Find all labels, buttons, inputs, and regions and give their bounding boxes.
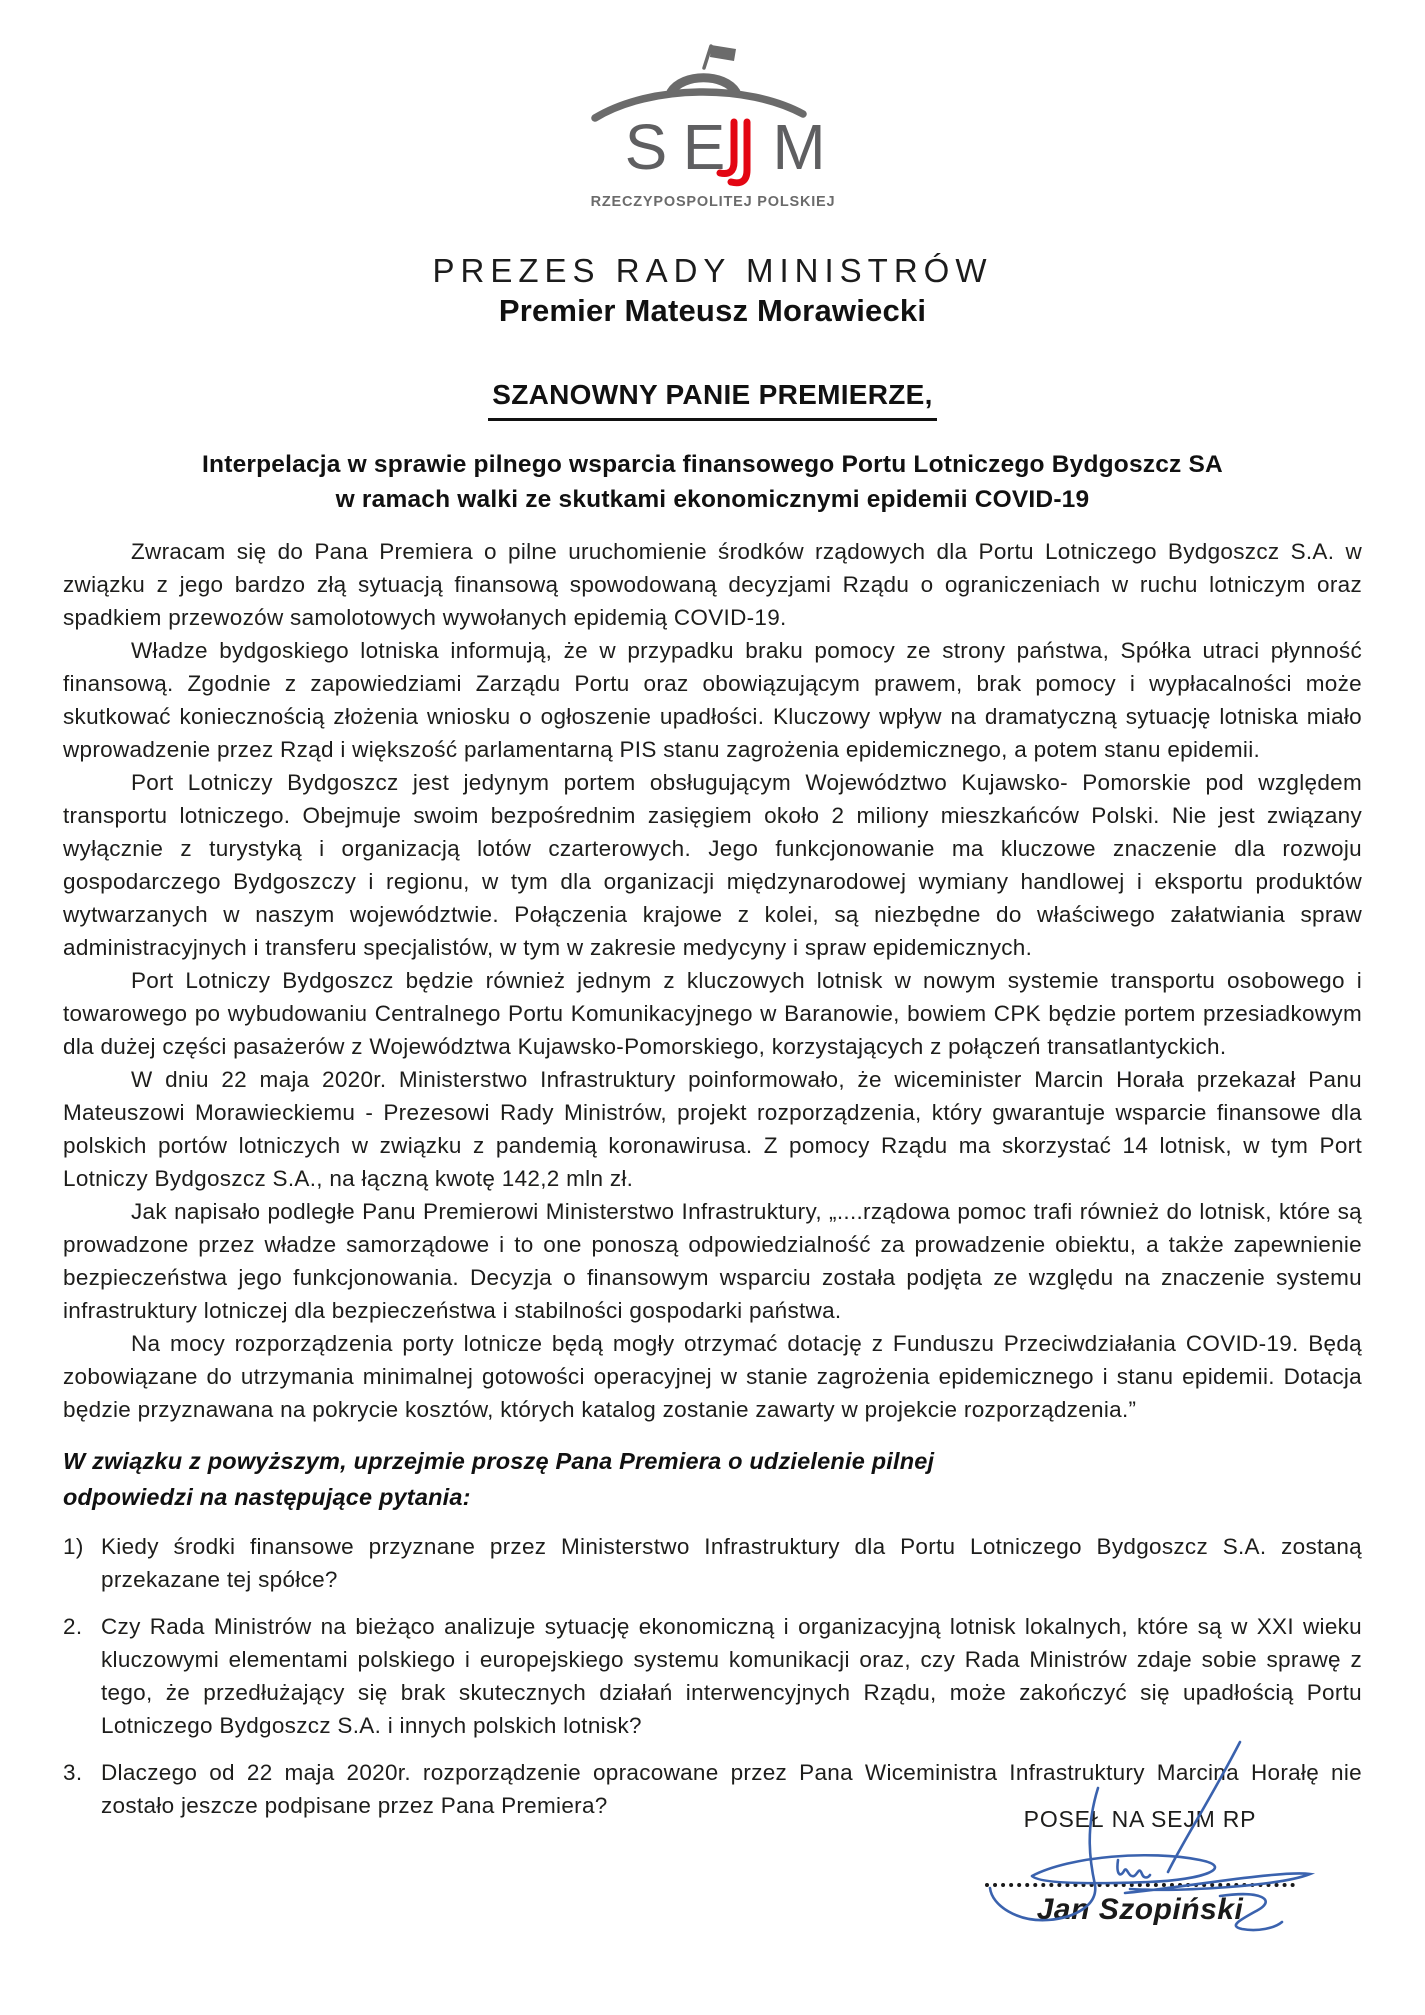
svg-text:M: M <box>771 111 826 183</box>
signature-block <box>985 1806 1295 1927</box>
svg-text:E: E <box>682 111 725 183</box>
closing-line-2: odpowiedzi na następujące pytania: <box>63 1484 471 1510</box>
signer-role: POSEŁ NA SEJM RP <box>1023 1806 1257 1832</box>
recipient-title: PREZES RADY MINISTRÓW <box>432 252 993 289</box>
paragraph: Port Lotniczy Bydgoszcz będzie również jednym z kluczowych lotnisk w nowym systemie transportu osobowego i towarowego po wybudowaniu Centralnego Portu Komunikacyjnego w Baranowie, bowiem CPK będzie portem przesiadkowym dla dużej części pasażerów z Województwa Kujawsko-Pomorskiego, korzystających z połączeń transatlantyckich. <box>63 968 1362 1059</box>
svg-text:S: S <box>624 111 667 183</box>
questions-list <box>63 1530 1362 1822</box>
recipient-block <box>0 252 1425 329</box>
closing-line-1: W związku z powyższym, uprzejmie proszę Pana Premiera o udzielenie pilnej <box>63 1448 935 1474</box>
question-text: Dlaczego od 22 maja 2020r. rozporządzenie opracowane przez Pana Wiceministra Infrastruktury Marcina Horałę nie zostało jeszcze podpisane przez Pana Premiera? <box>101 1760 1362 1818</box>
question-text: Czy Rada Ministrów na bieżąco analizuje sytuację ekonomiczną i organizacyjną lotnisk lokalnych, które są w XXI wieku kluczowymi elementami polskiego i europejskiego systemu komunikacji oraz, czy Rada Ministrów zdaje sobie sprawę z tego, że przedłużający się brak skutecznych działań interwencyjnych Rządu, może zakończyć się upadłością Portu Lotniczego Bydgoszcz S.A. i innych polskich lotnisk? <box>101 1614 1362 1738</box>
question-text: Kiedy środki finansowe przyznane przez Ministerstwo Infrastruktury dla Portu Lotniczego Bydgoszcz S.A. zostaną przekazane tej spółce? <box>101 1534 1362 1592</box>
paragraph: Władze bydgoskiego lotniska informują, że w przypadku braku pomocy ze strony państwa, Spółka utraci płynność finansową. Zgodnie z zapowiedziami Zarządu Portu oraz obowiązującym prawem, brak pomocy i wypłacalności może skutkować koniecznością złożenia wniosku o ogłoszenie upadłości. Kluczowy wpływ na dramatyczną sytuację lotniska miało wprowadzenie przez Rząd i większość parlamentarną PIS stanu zagrożenia epidemicznego, a potem stanu epidemii. <box>63 638 1362 762</box>
question-marker: 3. <box>63 1760 83 1785</box>
subject-line-2: w ramach walki ze skutkami ekonomicznymi epidemii COVID-19 <box>335 486 1090 513</box>
question-marker: 1) <box>63 1534 84 1559</box>
signer-name: Jan Szopiński <box>1036 1893 1244 1926</box>
letter-body <box>63 535 1362 1822</box>
question-item <box>63 1530 1362 1596</box>
subject-line-1: Interpelacja w sprawie pilnego wsparcia finansowego Portu Lotniczego Bydgoszcz SA <box>202 451 1223 478</box>
paragraph: Na mocy rozporządzenia porty lotnicze będą mogły otrzymać dotację z Funduszu Przeciwdziałania COVID-19. Będą zobowiązane do utrzymania minimalnej gotowości operacyjnej w stanie zagrożenia epidemicznego i stanu epidemii. Dotacja będzie przyznawana na pokrycie kosztów, których katalog zostanie zawarty w projekcie rozporządzenia.” <box>63 1331 1362 1422</box>
sejm-logo <box>0 0 1425 212</box>
question-item <box>63 1610 1362 1742</box>
svg-text:RZECZYPOSPOLITEJ POLSKIEJ: RZECZYPOSPOLITEJ POLSKIEJ <box>590 194 835 210</box>
salutation-row <box>0 379 1425 421</box>
recipient-name: Premier Mateusz Morawiecki <box>498 293 927 328</box>
closing-request <box>63 1443 1362 1515</box>
salutation: SZANOWNY PANIE PREMIERZE, <box>488 379 937 421</box>
paragraph: W dniu 22 maja 2020r. Ministerstwo Infrastruktury poinformowało, że wiceminister Marcin Horała przekazał Panu Mateuszowi Morawieckiemu - Prezesowi Rady Ministrów, projekt rozporządzenia, który gwarantuje wsparcie finansowe dla polskich portów lotniczych w związku z pandemią koronawirusa. Z pomocy Rządu ma skorzystać 14 lotnisk, w tym Port Lotniczy Bydgoszcz S.A., na łączną kwotę 142,2 mln zł. <box>63 1067 1362 1191</box>
paragraph: Jak napisało podległe Panu Premierowi Ministerstwo Infrastruktury, „....rządowa pomoc trafi również do lotnisk, które są prowadzone przez władze samorządowe i to one ponoszą odpowiedzialność za prowadzenie obiektu, a także zapewnienie bezpieczeństwa jego funkcjonowania. Decyzja o finansowym wsparciu została podjęta ze względu na znaczenie systemu infrastruktury lotniczej dla bezpieczeństwa i stabilności gospodarki państwa. <box>63 1199 1362 1323</box>
sejm-logo-icon <box>583 34 843 212</box>
question-marker: 2. <box>63 1614 83 1639</box>
signature-dotted-line <box>985 1883 1295 1887</box>
subject-heading <box>0 447 1425 517</box>
paragraph: Port Lotniczy Bydgoszcz jest jedynym portem obsługującym Województwo Kujawsko- Pomorskie pod względem transportu lotniczego. Obejmuje swoim bezpośrednim zasięgiem około 2 miliony mieszkańców Polski. Nie jest związany wyłącznie z turystyką i organizacją lotów czarterowych. Jego funkcjonowanie ma kluczowe znaczenie dla rozwoju gospodarczego Bydgoszczy i regionu, w tym dla organizacji międzynarodowej wymiany handlowej i eksportu produktów wytwarzanych w naszym województwie. Połączenia krajowe z kolei, są niezbędne do właściwego załatwiania spraw administracyjnych i transferu specjalistów, w tym w zakresie medycyny i spraw epidemicznych. <box>63 770 1362 960</box>
paragraph: Zwracam się do Pana Premiera o pilne uruchomienie środków rządowych dla Portu Lotniczego Bydgoszcz S.A. w związku z jego bardzo złą sytuacją finansową spowodowaną decyzjami Rządu o ograniczeniach w ruchu lotniczym oraz spadkiem przewozów samolotowych wywołanych epidemią COVID-19. <box>63 539 1362 630</box>
signature-space <box>985 1833 1295 1883</box>
